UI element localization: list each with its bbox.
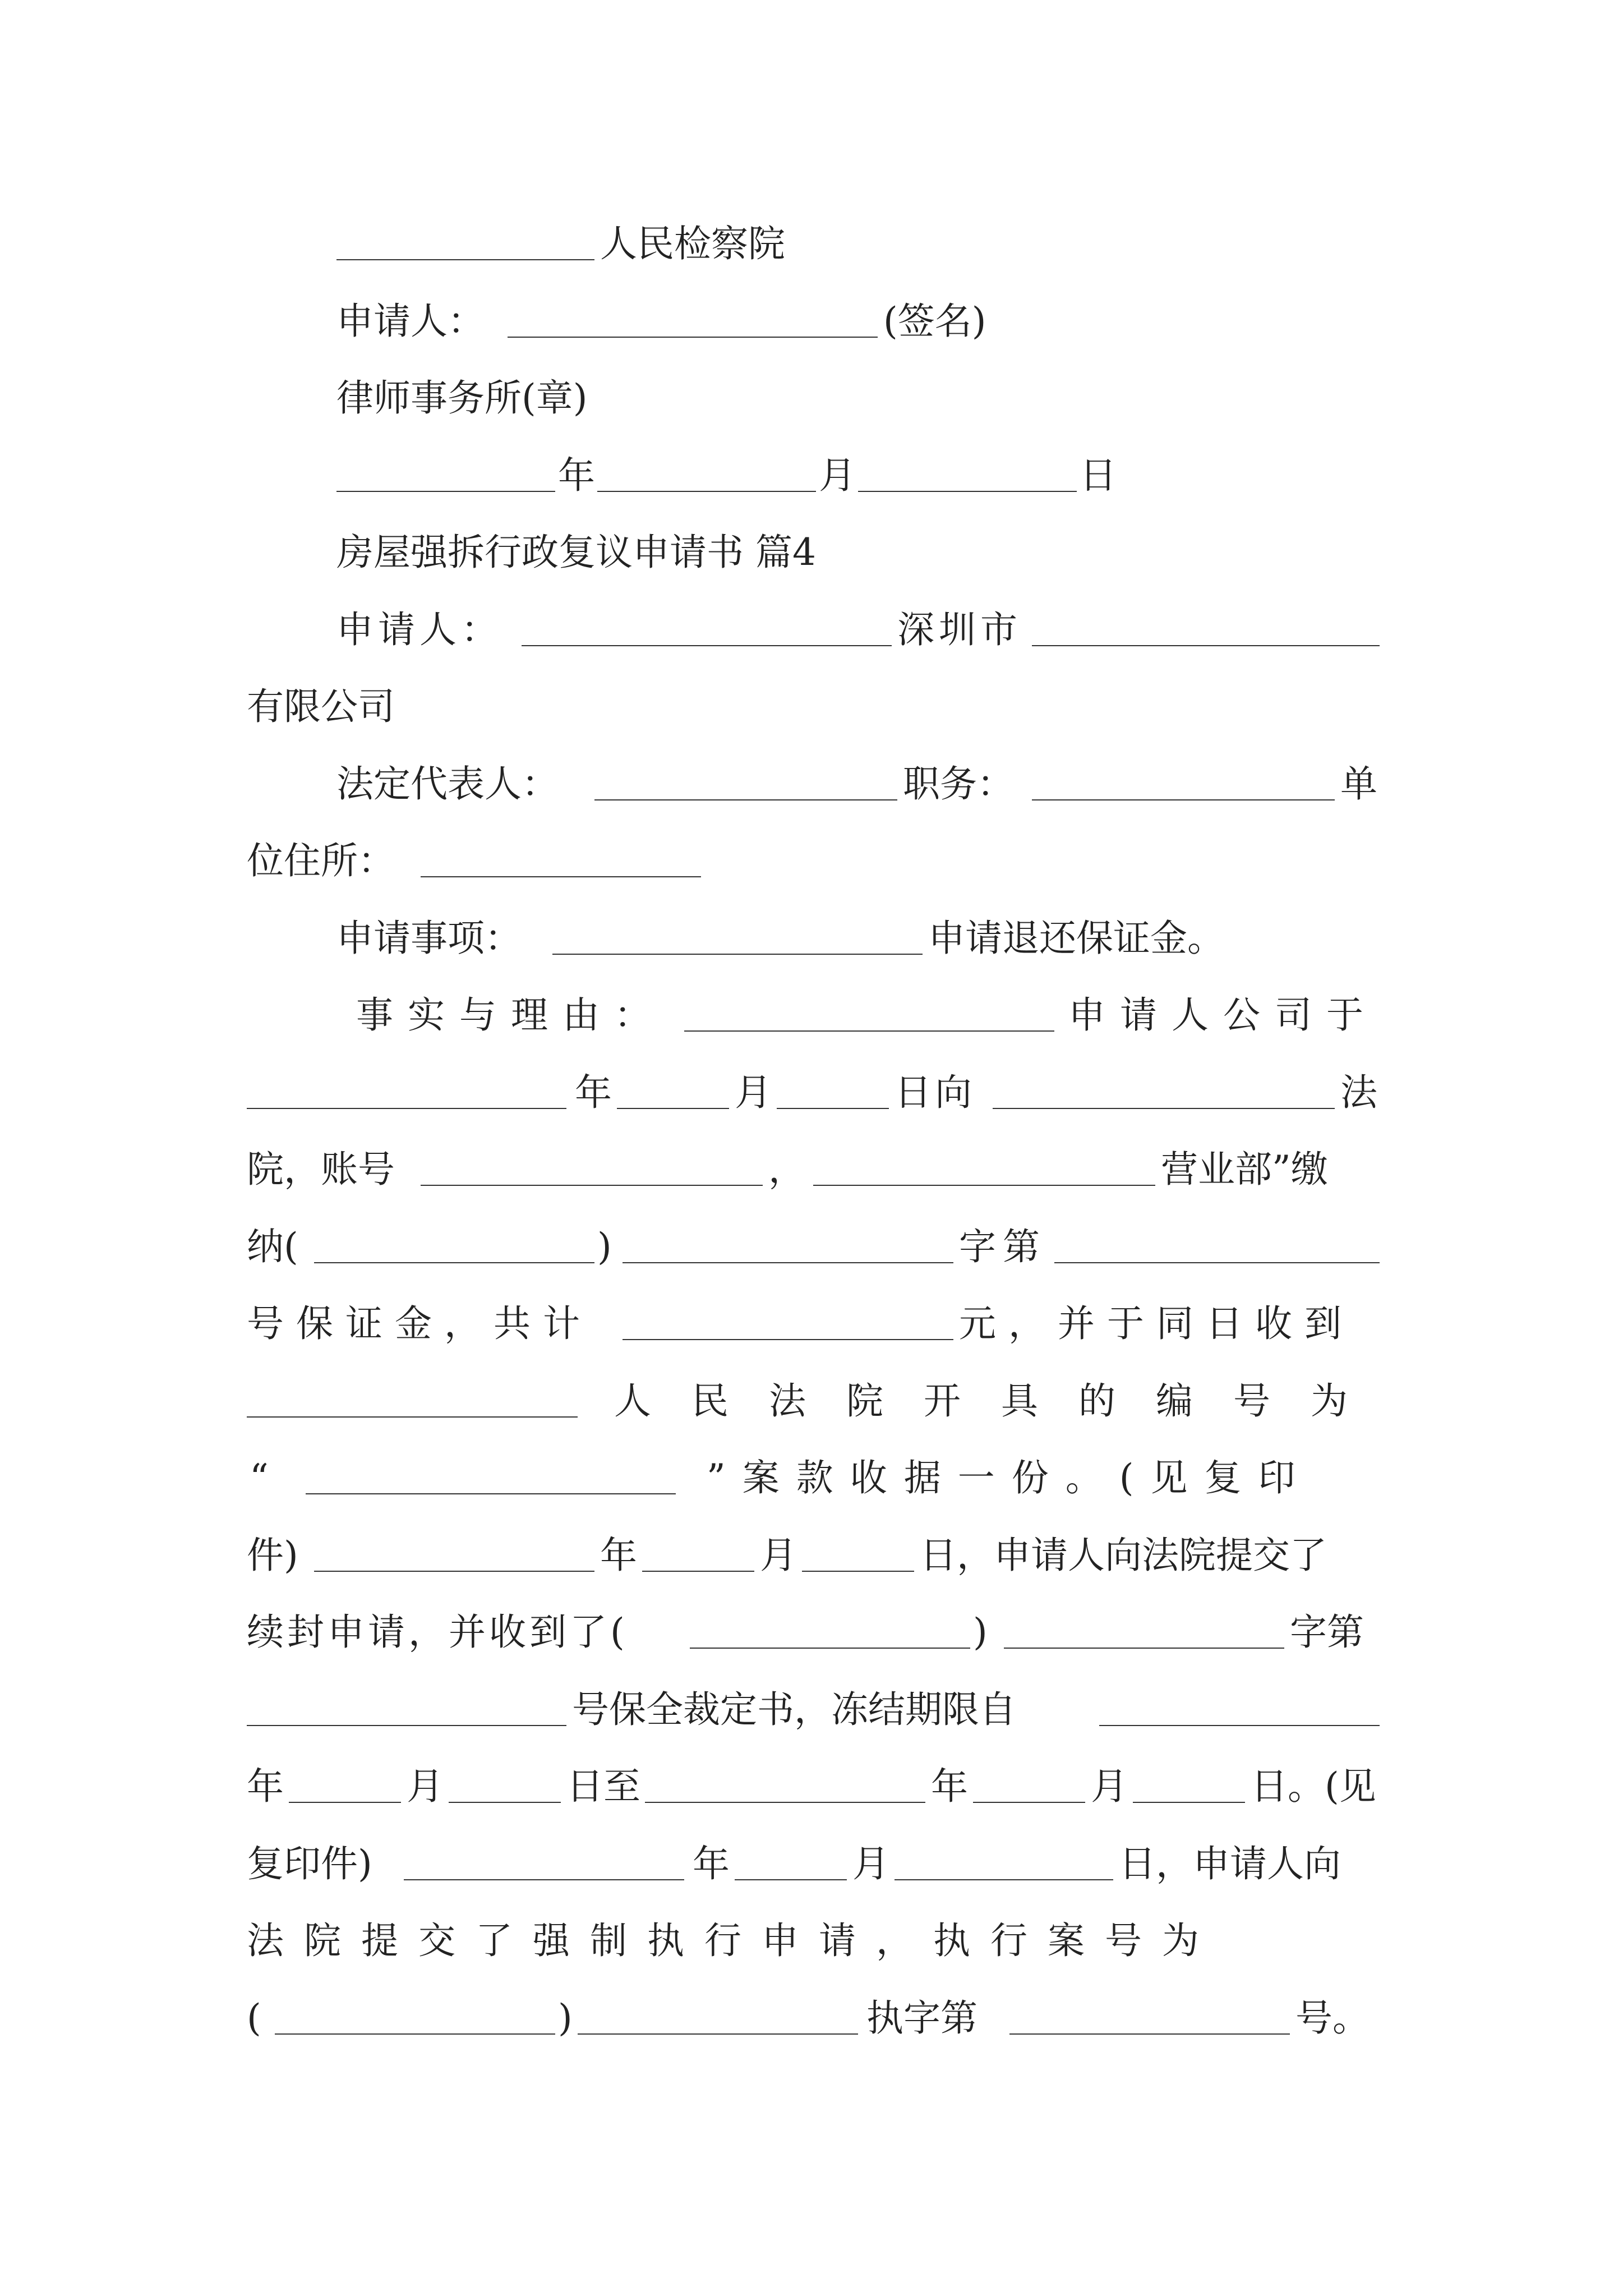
- blank-position: [1032, 799, 1335, 800]
- facts-14-close: ): [558, 1996, 573, 2040]
- applicant-company-line: [0, 599, 1623, 661]
- blank-facts-12a: [404, 1879, 684, 1880]
- blank-facts-8a: [314, 1571, 594, 1572]
- blank-facts-11c: [645, 1802, 925, 1803]
- facts-line-13: [0, 1910, 1623, 1972]
- blank-facts-5: [623, 1339, 953, 1340]
- blank-facts-4a: [314, 1262, 594, 1263]
- blank-day: [858, 491, 1077, 492]
- facts-11-day-b: 日。(见: [1251, 1765, 1376, 1808]
- section-title: [0, 522, 1623, 583]
- facts-12-applicant: 日，申请人向: [1119, 1842, 1341, 1885]
- legal-rep-line: [0, 753, 1623, 815]
- applicant-signature-line: [0, 291, 1623, 352]
- facts-11-year-a: 年: [247, 1765, 284, 1808]
- blank-address: [421, 876, 701, 877]
- blank-facts-7: [306, 1493, 676, 1494]
- blank-facts-2d: [993, 1108, 1335, 1109]
- facts-11-month-a: 月: [407, 1765, 444, 1808]
- facts-11-to: 日至: [566, 1765, 640, 1808]
- procuratorate-line: [0, 213, 1623, 275]
- facts-2-month: 月: [735, 1071, 772, 1114]
- facts-line-12: [0, 1833, 1623, 1895]
- blank-facts-1: [684, 1030, 1054, 1032]
- facts-line-2: [0, 1062, 1623, 1124]
- facts-11-year-b: 年: [931, 1765, 968, 1808]
- blank-month: [597, 491, 816, 492]
- facts-9-renew: 续封申请，并收到了(: [247, 1611, 628, 1654]
- blank-facts-4b: [623, 1262, 953, 1263]
- facts-2-fa: 法: [1340, 1071, 1377, 1114]
- blank-year: [336, 491, 555, 492]
- facts-line-5: [0, 1293, 1623, 1355]
- section-title-text: 房屋强拆行政复议申请书 篇4: [336, 531, 816, 574]
- unit-char: 单: [1340, 762, 1377, 806]
- facts-line-3: [0, 1139, 1623, 1200]
- facts-line-11: [0, 1756, 1623, 1818]
- facts-4-ziди: 字第: [959, 1225, 1046, 1268]
- blank-request: [552, 954, 923, 955]
- blank-facts-4c: [1054, 1262, 1380, 1263]
- facts-9-close: ): [973, 1611, 988, 1654]
- facts-3-dept: 营业部”缴: [1161, 1148, 1328, 1191]
- blank-facts-3b: [813, 1185, 1155, 1186]
- blank-applicant-name: [508, 337, 878, 338]
- facts-6-court: 人民法院开具的编号为: [614, 1379, 1388, 1423]
- facts-text-1: 申请人公司于: [1068, 993, 1378, 1037]
- blank-facts-10a: [247, 1725, 566, 1726]
- blank-facts-11a: [289, 1802, 401, 1803]
- facts-12-year: 年: [693, 1842, 730, 1885]
- blank-facts-8b: [642, 1571, 754, 1572]
- facts-14-end: 号。: [1295, 1996, 1370, 2040]
- blank-company-name: [1032, 645, 1380, 646]
- facts-line-14: [0, 1987, 1623, 2049]
- facts-14-case: 执字第: [866, 1996, 978, 2040]
- facts-4-close: ): [597, 1225, 612, 1268]
- facts-11-month-b: 月: [1091, 1765, 1128, 1808]
- facts-line-1: [0, 984, 1623, 1046]
- blank-facts-9a: [690, 1648, 970, 1649]
- address-label: 位住所：: [247, 839, 395, 882]
- year-label: 年: [558, 454, 595, 497]
- blank-applicant-company: [522, 645, 892, 646]
- blank-facts-9b: [1004, 1648, 1284, 1649]
- request-label: 申请事项：: [336, 917, 522, 960]
- facts-3-comma: ，: [768, 1148, 805, 1191]
- blank-facts-2a: [247, 1108, 566, 1109]
- request-text: 申请退还保证金。: [928, 917, 1224, 960]
- applicant-label: 申请人：: [336, 300, 485, 343]
- signature-label: (签名): [883, 300, 986, 343]
- blank-facts-3a: [421, 1185, 763, 1186]
- facts-8-submit: 日，申请人向法院提交了: [920, 1534, 1327, 1577]
- facts-8-copy: 件): [247, 1534, 298, 1577]
- city-label: 深圳市: [897, 608, 1022, 651]
- request-line: [0, 908, 1623, 969]
- facts-10-ruling: 号保全裁定书，冻结期限自: [572, 1688, 1016, 1731]
- facts-7-open-quote: “: [250, 1456, 269, 1499]
- law-firm-line: [0, 367, 1623, 429]
- facts-13-enforcement: 法院提交了强制执行申请，执行案号为: [247, 1919, 1219, 1962]
- month-label: 月: [819, 454, 856, 497]
- facts-8-month: 月: [760, 1534, 797, 1577]
- facts-line-10: [0, 1679, 1623, 1741]
- blank-facts-11b: [449, 1802, 561, 1803]
- facts-line-7: [0, 1447, 1623, 1509]
- facts-3-account: 院，账号: [247, 1148, 395, 1191]
- facts-5-yuan: 元，并于同日收到: [959, 1302, 1354, 1345]
- blank-facts-10b: [1099, 1725, 1380, 1726]
- facts-2-year: 年: [575, 1071, 612, 1114]
- blank-facts-2c: [777, 1108, 889, 1109]
- facts-12-copy: 复印件): [247, 1842, 372, 1885]
- facts-9-ziди: 字第: [1290, 1611, 1364, 1654]
- blank-facts-12b: [735, 1879, 847, 1880]
- facts-line-4: [0, 1216, 1623, 1278]
- facts-line-6: [0, 1370, 1623, 1432]
- facts-8-year: 年: [600, 1534, 637, 1577]
- facts-line-9: [0, 1602, 1623, 1663]
- date-line: [0, 445, 1623, 507]
- blank-facts-14c: [1009, 2033, 1290, 2035]
- law-firm-label: 律师事务所(章): [336, 376, 588, 420]
- blank-facts-6: [247, 1416, 578, 1418]
- blank-facts-8c: [802, 1571, 914, 1572]
- applicant-company-label: 申请人：: [336, 608, 502, 651]
- blank-facts-12c: [895, 1879, 1113, 1880]
- facts-14-open: (: [247, 1996, 261, 2040]
- position-label: 职务：: [903, 762, 1014, 806]
- facts-7-receipt: ”案款收据一份。(见复印: [707, 1456, 1312, 1499]
- blank-procuratorate-name: [336, 259, 594, 260]
- blank-facts-14b: [578, 2033, 858, 2035]
- blank-facts-14a: [275, 2033, 555, 2035]
- procuratorate-label: 人民检察院: [600, 222, 785, 265]
- company-suffix-line: [0, 676, 1623, 738]
- facts-12-month: 月: [852, 1842, 889, 1885]
- blank-legal-rep: [594, 799, 897, 800]
- facts-5-deposit: 号保证金，共计: [247, 1302, 592, 1345]
- facts-2-day: 日向: [895, 1071, 975, 1114]
- facts-label: 事实与理由：: [356, 993, 666, 1037]
- facts-line-8: [0, 1525, 1623, 1586]
- blank-facts-2b: [617, 1108, 729, 1109]
- facts-4-open: 纳(: [247, 1225, 298, 1268]
- legal-rep-label: 法定代表人：: [336, 762, 559, 806]
- day-label: 日: [1080, 454, 1117, 497]
- blank-facts-11e: [1133, 1802, 1245, 1803]
- blank-facts-11d: [973, 1802, 1085, 1803]
- company-suffix: 有限公司: [247, 685, 395, 728]
- address-line: [0, 830, 1623, 892]
